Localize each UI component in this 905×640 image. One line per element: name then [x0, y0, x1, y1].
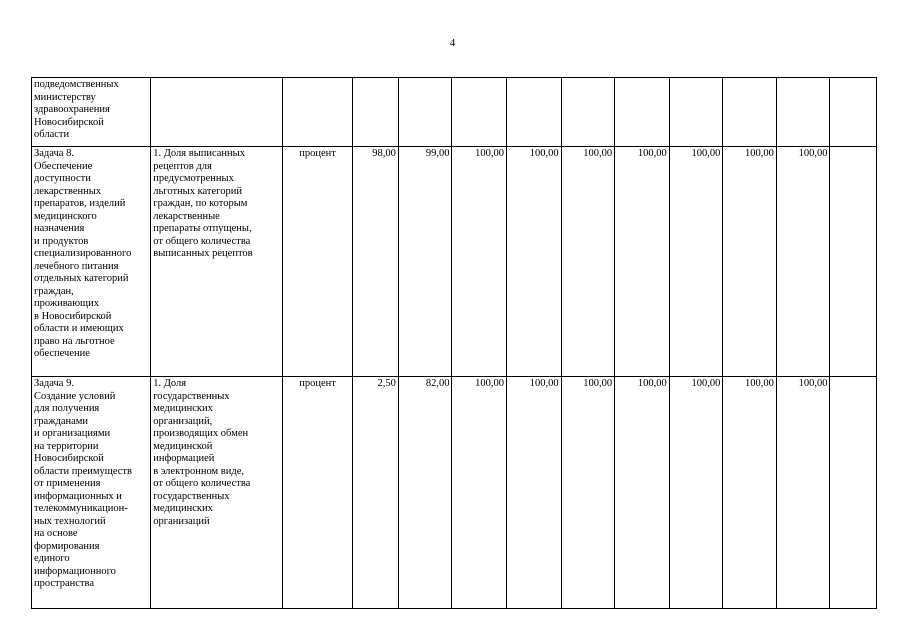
value-cell [353, 78, 398, 147]
task-cell: подведомственных министерству здравоохранения Новосибирской области [32, 78, 151, 147]
value-cell: 100,00 [776, 147, 830, 377]
value-cell: 100,00 [452, 377, 507, 609]
value-cell [776, 78, 830, 147]
value-cell: 100,00 [723, 377, 777, 609]
table-row [32, 377, 877, 609]
value-cell [830, 377, 877, 609]
value-cell [830, 147, 877, 377]
value-cell: 98,00 [353, 147, 398, 377]
indicator-cell [151, 78, 282, 147]
value-cell [452, 78, 507, 147]
indicator-cell: 1. Доля выписанных рецептов для предусмотренных льготных категорий граждан, по которым лекарственные препараты отпущены, от общего количества выписанных рецептов [151, 147, 282, 377]
value-cell: 100,00 [776, 377, 830, 609]
value-cell: 100,00 [507, 377, 562, 609]
value-cell: 100,00 [561, 147, 615, 377]
value-cell [723, 78, 777, 147]
value-cell [830, 78, 877, 147]
task-cell: Задача 8. Обеспечение доступности лекарственных препаратов, изделий медицинского назначения и продуктов специализированного лечебного питания отдельных категорий граждан, проживающих в Новосибирской области и имеющих право на льготное обеспечение [32, 147, 151, 377]
value-cell: 100,00 [723, 147, 777, 377]
unit-cell [282, 78, 353, 147]
value-cell [507, 78, 562, 147]
unit-cell: процент [282, 147, 353, 377]
table-row [32, 147, 877, 377]
indicator-cell: 1. Доля государственных медицинских организаций, производящих обмен медицинской информацией в электронном виде, от общего количества государственных медицинских организаций [151, 377, 282, 609]
indicators-table [31, 77, 877, 609]
value-cell: 82,00 [398, 377, 452, 609]
value-cell: 2,50 [353, 377, 398, 609]
value-cell [561, 78, 615, 147]
page-number: 4 [449, 37, 456, 49]
value-cell: 100,00 [615, 147, 670, 377]
value-cell [398, 78, 452, 147]
value-cell: 100,00 [669, 147, 723, 377]
value-cell [615, 78, 670, 147]
value-cell: 100,00 [507, 147, 562, 377]
value-cell: 100,00 [615, 377, 670, 609]
value-cell: 99,00 [398, 147, 452, 377]
value-cell: 100,00 [561, 377, 615, 609]
unit-cell: процент [282, 377, 353, 609]
task-cell: Задача 9. Создание условий для получения гражданами и организациями на территории Новосибирской области преимуществ от применения информационных и телекоммуникацион- ных технологий на основе формирования единого информационного пространства [32, 377, 151, 609]
table-row [32, 78, 877, 147]
value-cell: 100,00 [452, 147, 507, 377]
value-cell: 100,00 [669, 377, 723, 609]
value-cell [669, 78, 723, 147]
